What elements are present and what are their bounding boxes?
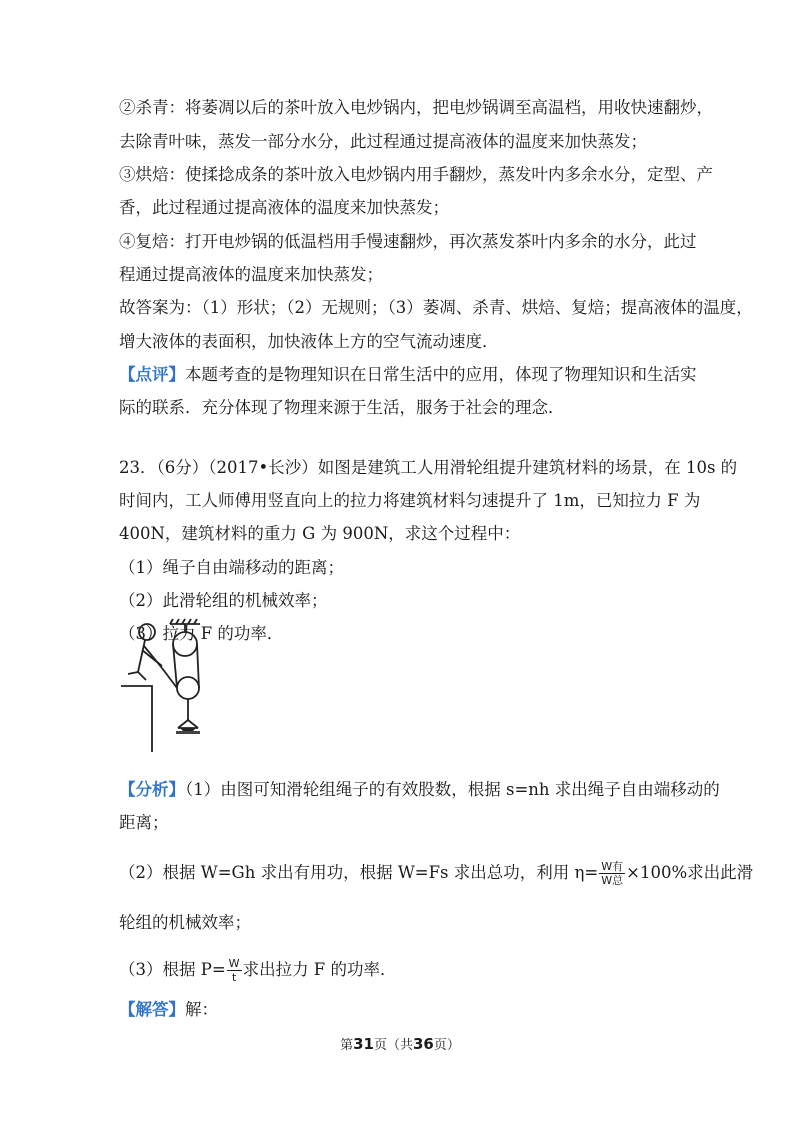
- comment-text: 本题考查的是物理知识在日常生活中的应用，体现了物理知识和生活实: [185, 365, 697, 384]
- text-line: ②杀青：将萎凋以后的茶叶放入电炒锅内，把电炒锅调至高温档，用收快速翻炒，: [119, 98, 713, 117]
- answer-tag: 【解答】: [119, 1000, 185, 1019]
- fraction-numerator: W: [228, 957, 240, 970]
- analysis-line-efficiency: [119, 860, 753, 887]
- fraction-denominator: W总: [601, 874, 624, 887]
- text-line: ④复焙：打开电炒锅的低温档用手慢速翻炒，再次蒸发茶叶内多余的水分，此过: [119, 232, 697, 251]
- footer-text: 第: [340, 1038, 354, 1053]
- comment-tag: 【点评】: [119, 365, 185, 384]
- analysis-text: 求出拉力 F 的功率．: [242, 960, 397, 979]
- text-line: 去除青叶味，蒸发一部分水分，此过程通过提高液体的温度来加快蒸发；: [119, 132, 647, 151]
- text-line: 际的联系．充分体现了物理来源于生活，服务于社会的理念．: [119, 398, 565, 417]
- comment-line: [119, 365, 697, 385]
- analysis-text: （1）由图可知滑轮组绳子的有效股数，根据 s=nh 求出绳子自由端移动的: [185, 780, 720, 799]
- footer-text: 页（共: [373, 1038, 413, 1053]
- question-stem: 400N，建筑材料的重力 G 为 900N，求这个过程中：: [119, 524, 521, 543]
- analysis-line: [119, 780, 720, 800]
- analysis-text: （3）根据 P=: [119, 960, 226, 979]
- text-line: ③烘焙：使揉捻成条的茶叶放入电炒锅内用手翻炒，蒸发叶内多余水分，定型、产: [119, 165, 713, 184]
- answer-text: 解：: [185, 1000, 218, 1019]
- question-stem: 23．（6分）（2017•长沙）如图是建筑工人用滑轮组提升建筑材料的场景，在 10s 的: [119, 458, 738, 477]
- analysis-text: ×100%求出此滑: [626, 863, 754, 882]
- pulley-system-figure: [118, 618, 208, 752]
- text-line: 程通过提高液体的温度来加快蒸发；: [119, 265, 383, 284]
- analysis-line: 轮组的机械效率；: [119, 913, 251, 932]
- page-footer: [0, 1034, 800, 1053]
- answer-section: [119, 1000, 218, 1020]
- text-line: 增大液体的表面积，加快液体上方的空气流动速度．: [119, 332, 499, 351]
- analysis-text: （2）根据 W=Gh 求出有用功，根据 W=Fs 求出总功，利用 η=: [119, 863, 599, 882]
- analysis-tag: 【分析】: [119, 780, 185, 799]
- answer-summary: 故答案为：（1）形状；（2）无规则；（3）萎凋、杀青、烘焙、复焙；提高液体的温度，: [119, 298, 753, 317]
- question-stem: 时间内，工人师傅用竖直向上的拉力将建筑材料匀速提升了 1m，已知拉力 F 为: [119, 491, 701, 510]
- efficiency-fraction: [599, 860, 625, 887]
- analysis-line-power: [119, 957, 397, 984]
- fraction-numerator: W有: [601, 860, 624, 873]
- page-total: 36: [413, 1035, 434, 1053]
- sub-question-3: （3）拉力 F 的功率．: [119, 624, 284, 643]
- analysis-line: 距离；: [119, 813, 169, 832]
- power-fraction: [227, 957, 242, 984]
- sub-question-1: （1）绳子自由端移动的距离；: [119, 558, 344, 577]
- footer-text: 页）: [433, 1038, 460, 1053]
- fraction-denominator: t: [231, 971, 237, 984]
- text-line: 香，此过程通过提高液体的温度来加快蒸发；: [119, 198, 449, 217]
- sub-question-2: （2）此滑轮组的机械效率；: [119, 591, 328, 610]
- page-number: 31: [353, 1035, 374, 1053]
